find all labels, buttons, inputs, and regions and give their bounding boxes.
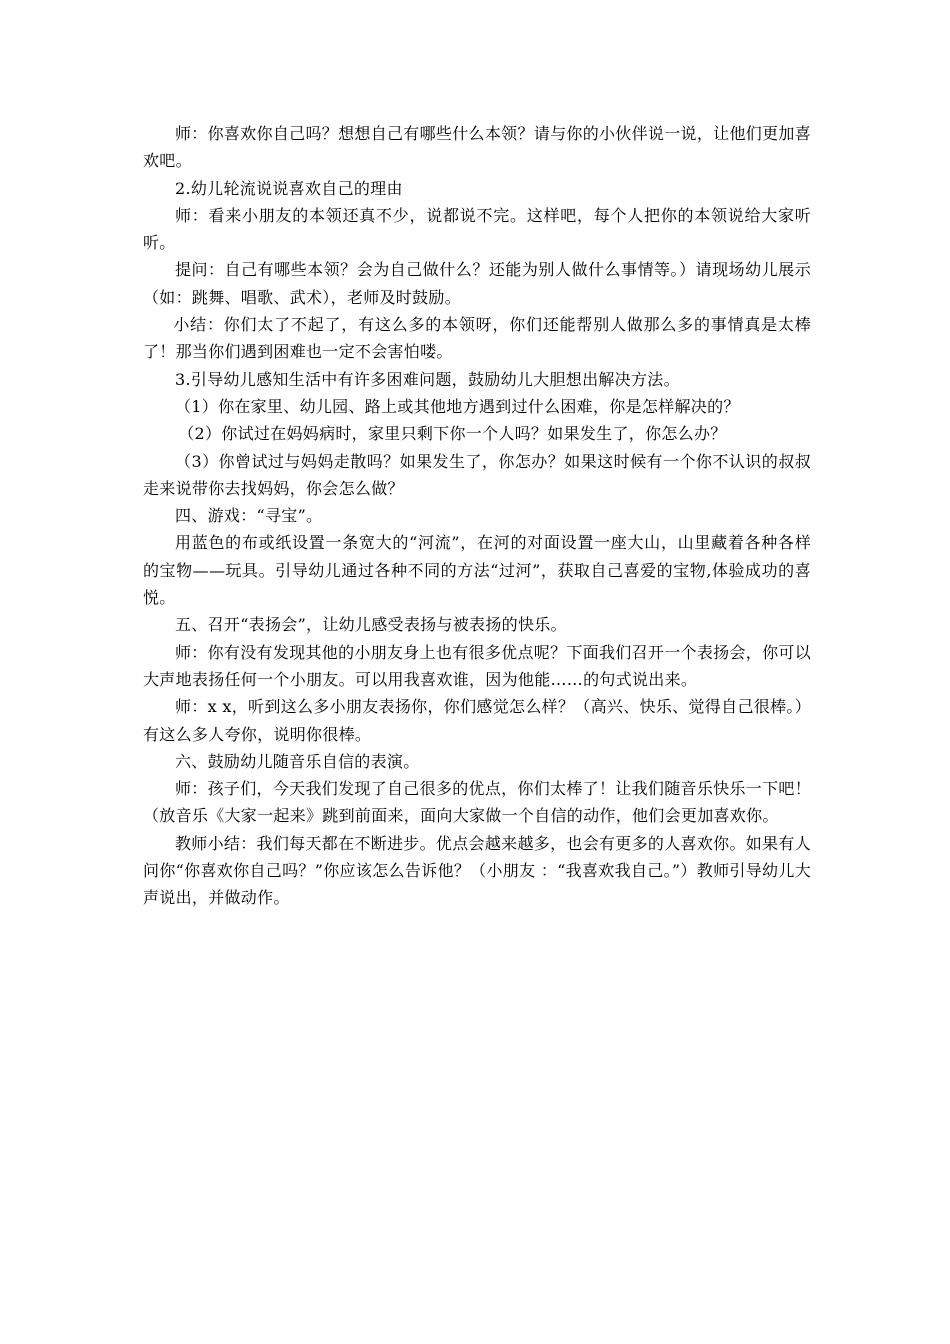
paragraph-step-3-heading: 3.引导幼儿感知生活中有许多困难问题，鼓励幼儿大胆想出解决方法。 (175, 369, 680, 389)
paragraph-praise-meeting: 师：你有没有发现其他的小朋友身上也有很多优点呢？下面我们召开一个表扬会，你可以大声地表扬任何一个小朋友。可以用我喜欢谁，因为他能……的句式说出来。 (143, 642, 811, 689)
paragraph-section-6-heading: 六、鼓励幼儿随音乐自信的表演。 (175, 751, 420, 771)
paragraph-summary-praise: 小结：你们太了不起了，有这么多的本领呀，你们还能帮别人做那么多的事情真是太棒了！那当你们遇到困难也一定不会害怕喽。 (143, 315, 811, 362)
document-page (143, 120, 811, 912)
paragraph-question-1: （1）你在家里、幼儿园、路上或其他地方遇到过什么困难，你是怎样解决的？ (175, 396, 740, 416)
paragraph-treasure-game: 用蓝色的布或纸设置一条宽大的“河流”，在河的对面设置一座大山，山里藏着各种各样的宝物——玩具。引导幼儿通过各种不同的方法“过河”，获取自己喜爱的宝物,体验成功的喜悦。 (143, 533, 811, 608)
paragraph-question-2: （2）你试过在妈妈病时，家里只剩下你一个人吗？如果发生了，你怎么办？ (178, 424, 727, 444)
paragraph-step-2-heading: 2.幼儿轮流说说喜欢自己的理由 (175, 178, 403, 198)
paragraph-question-show: 提问：自己有哪些本领？会为自己做什么？还能为别人做什么事情等。）请现场幼儿展示（如：跳舞、唱歌、武术），老师及时鼓励。 (143, 260, 811, 307)
paragraph-teacher-feeling: 师：x x，听到这么多小朋友表扬你，你们感觉怎么样？（高兴、快乐、觉得自己很棒。）有这么多人夸你，说明你很棒。 (143, 697, 811, 744)
paragraph-teacher-summary: 教师小结：我们每天都在不断进步。优点会越来越多，也会有更多的人喜欢你。如果有人问你“你喜欢你自己吗？”你应该怎么告诉他？（小朋友 ：“我喜欢我自己。”）教师引导幼儿大声说出，并做动作。 (143, 833, 811, 908)
paragraph-teacher-abilities: 师：看来小朋友的本领还真不少，说都说不完。这样吧，每个人把你的本领说给大家听听。 (143, 205, 811, 253)
paragraph-section-5-heading: 五、召开“表扬会”，让幼儿感受表扬与被表扬的快乐。 (175, 615, 567, 635)
paragraph-question-3: （3）你曾试过与妈妈走散吗？如果发生了，你怎办？如果这时候有一个你不认识的叔叔走来说带你去找妈妈，你会怎么做？ (143, 451, 811, 498)
paragraph-teacher-question: 师：你喜欢你自己吗？想想自己有哪些什么本领？请与你的小伙伴说一说，让他们更加喜欢吧。 (143, 124, 811, 171)
paragraph-section-4-heading: 四、游戏：“寻宝”。 (175, 506, 323, 526)
paragraph-music-performance: 师：孩子们，今天我们发现了自己很多的优点，你们太棒了！让我们随音乐快乐一下吧！（放音乐《大家一起来》跳到前面来，面向大家做一个自信的动作，他们会更加喜欢你。 (143, 779, 811, 826)
